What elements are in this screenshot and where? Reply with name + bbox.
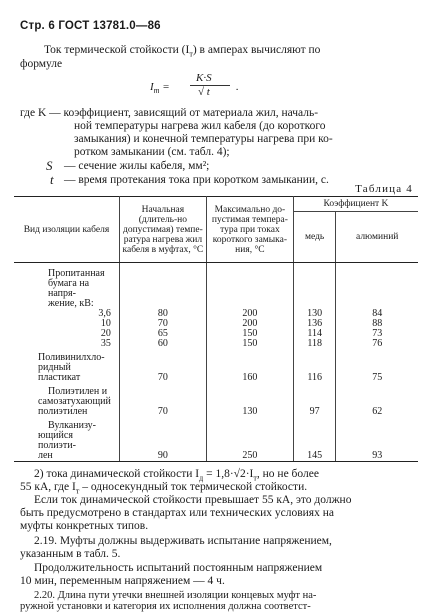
- col-header-initial-temp: Начальная (длитель-но допустимая) темпе-ратура нагрева жил кабеля в муфтах, °С: [119, 197, 206, 263]
- def-k-line-1: где K — коэффициент, зависящий от материала жил, началь-: [20, 107, 319, 119]
- table-row: 10 70 200 136 88: [14, 319, 418, 329]
- table-row: жение, кВ:: [14, 299, 418, 309]
- formula-lhs: $I_т$ =: [150, 81, 170, 96]
- para-4-line-2: указанным в табл. 5.: [20, 548, 121, 560]
- table-row: 3,6 80 200 130 84: [14, 309, 418, 319]
- table-row: бумага на напря-: [14, 279, 418, 299]
- table-row: Поливинилхло-: [14, 349, 418, 363]
- def-s-text: — сечение жилы кабеля, мм²;: [64, 160, 210, 172]
- col-header-insulation: Вид изоляции кабеля: [14, 197, 119, 263]
- table-row: Полиэтилен и: [14, 383, 418, 397]
- def-t-text: — время протекания тока при коротком замыкании, с.: [64, 174, 329, 186]
- table-row: 35 60 150 118 76: [14, 339, 418, 349]
- formula-numerator: K·S: [196, 72, 212, 84]
- def-t-symbol: t: [50, 172, 54, 187]
- para-6-line-2: ружной установки и категория их исполнения должна соответст-: [20, 601, 311, 612]
- def-k-line-3: замыкания) и конечной температуры нагрева при ко-: [74, 133, 333, 145]
- def-k-line-4: ротком замыкании (см. табл. 4);: [74, 146, 230, 158]
- formula-period: .: [236, 81, 239, 93]
- para-4-line-1: 2.19. Муфты должны выдерживать испытание напряжением,: [34, 535, 332, 547]
- para-3-line-2: быть предусмотрено в стандартах или технических условиях на: [20, 507, 334, 519]
- def-k-line-2: ной температуры нагрева жил кабеля (до короткого: [74, 120, 326, 132]
- para-6-line-1: 2.20. Длина пути утечки внешней изоляции концевых муфт на-: [34, 590, 317, 601]
- table-row: полиэтилен 70 130 97 62: [14, 407, 418, 417]
- para-5-line-1: Продолжительность испытаний постоянным напряжением: [34, 562, 323, 574]
- table-row: 20 65 150 114 73: [14, 329, 418, 339]
- para-3-line-1: Если ток динамической стойкости превышает 55 кА, это должно: [34, 494, 352, 506]
- def-s-symbol: S: [46, 158, 53, 173]
- table-4: [14, 196, 418, 462]
- table-row: Вулканизу-: [14, 417, 418, 431]
- para-3-line-3: муфты конкретных типов.: [20, 520, 149, 532]
- intro-line-1: Ток термической стойкости $(I_т)$ в амперах вычисляют по: [44, 44, 321, 59]
- col-header-copper: медь: [293, 212, 336, 263]
- table-title: Таблица 4: [355, 183, 413, 195]
- col-header-max-temp: Максимально до-пустимая темпера-тура при токах короткого замыка-ния, °С: [206, 197, 293, 263]
- para-2-line-1: 2) тока динамической стойкости $I_д = 1,8\cdot√2\cdot I_т$, но не более: [34, 468, 319, 483]
- page-header: Стр. 6 ГОСТ 13781.0—86: [20, 20, 161, 32]
- para-2-line-2: 55 кА, где $I_т$ – односекундный ток термической стойкости.: [20, 481, 308, 496]
- table-row: самозатухающий: [14, 397, 418, 407]
- table-row: лен 90 250 145 93: [14, 451, 418, 462]
- table-row: ридный пластикат 70 160 116 75: [14, 363, 418, 383]
- para-5-line-2: 10 мин, переменным напряжением — 4 ч.: [20, 575, 225, 587]
- intro-line-2: формуле: [20, 58, 63, 70]
- formula-fraction-bar: [190, 85, 230, 86]
- table-row: Пропитанная: [14, 263, 418, 280]
- table-row: ющийся полиэти-: [14, 431, 418, 451]
- col-header-coefficient: Коэффициент K: [293, 197, 418, 212]
- col-header-aluminium: алюминий: [336, 212, 418, 263]
- formula: [150, 72, 270, 106]
- formula-denominator: √ t: [198, 86, 210, 98]
